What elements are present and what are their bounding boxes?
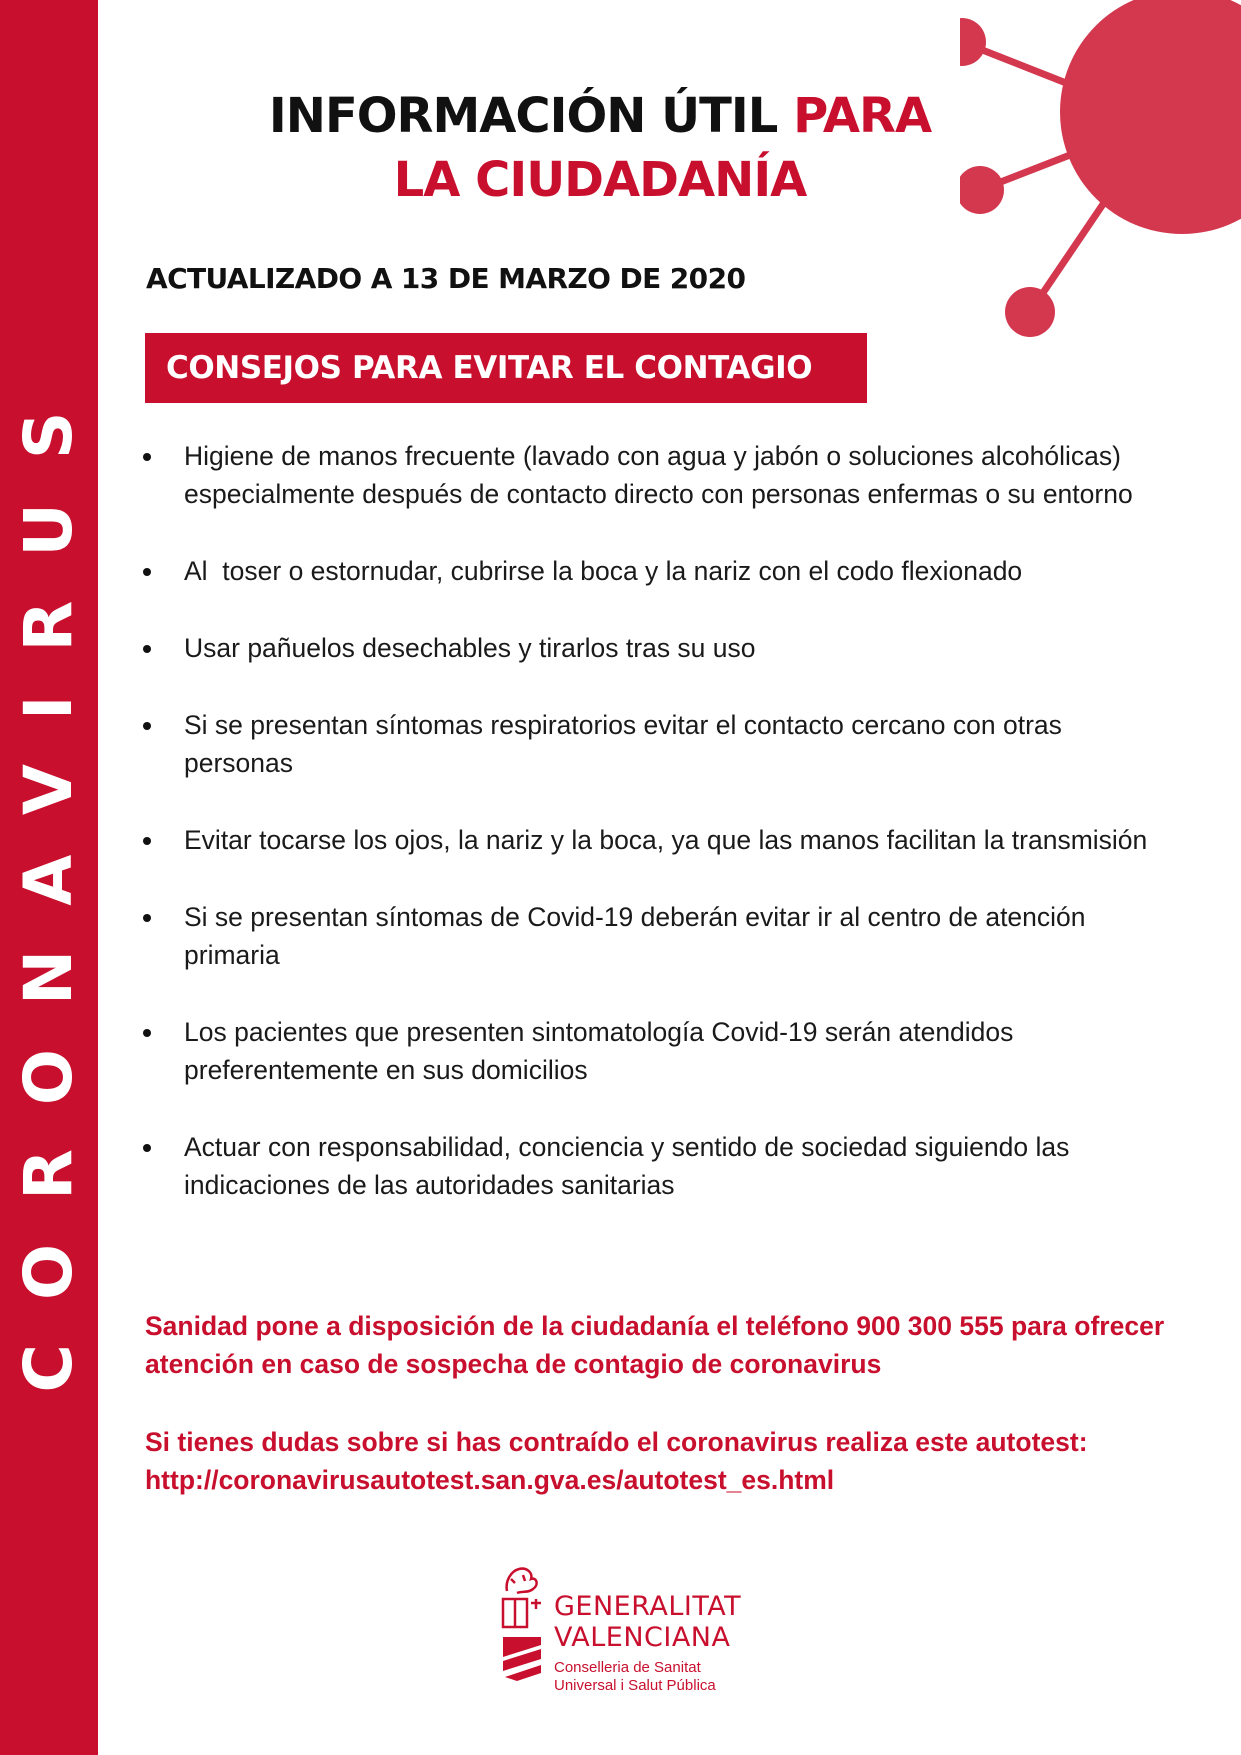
logo-dept-line1: Conselleria de Sanitat	[554, 1659, 701, 1676]
side-band-label: CORONAVIRUS	[10, 367, 87, 1393]
advice-text: Al toser o estornudar, cubrirse la boca y la nariz con el codo flexionado	[184, 556, 1023, 586]
generalitat-logo	[497, 1565, 767, 1695]
list-item	[137, 437, 1167, 513]
list-item	[137, 552, 1167, 590]
bullet-icon	[143, 453, 151, 461]
bullet-icon	[143, 645, 151, 653]
title-part1: INFORMACIÓN ÚTIL	[268, 88, 778, 144]
logo-dept-line2: Universal i Salut Pública	[554, 1677, 716, 1694]
autotest-notice: Si tienes dudas sobre si has contraído el coronavirus realiza este autotest: http://coronavirusautotest.san.gva.es/autotest_es.html	[145, 1427, 1088, 1495]
list-item	[137, 821, 1167, 859]
advice-text: Si se presentan síntomas respiratorios evitar el contacto cercano con otras personas	[184, 710, 1062, 778]
logo-name	[554, 1591, 741, 1653]
advice-text: Actuar con responsabilidad, conciencia y sentido de sociedad siguiendo las indicaciones de las autoridades sanitarias	[184, 1132, 1070, 1200]
logo-name-line2: VALENCIANA	[554, 1622, 731, 1653]
title-part2: PARA	[793, 88, 932, 144]
list-item	[137, 1013, 1167, 1089]
page-title	[150, 84, 1050, 212]
update-date: ACTUALIZADO A 13 DE MARZO DE 2020	[146, 262, 746, 295]
list-item	[137, 1128, 1167, 1204]
list-item	[137, 898, 1167, 974]
logo-name-line1: GENERALITAT	[554, 1591, 742, 1622]
advice-text: Si se presentan síntomas de Covid-19 deberán evitar ir al centro de atención primaria	[184, 902, 1086, 970]
bullet-icon	[143, 1029, 151, 1037]
advice-list	[137, 437, 1167, 1243]
section-banner: CONSEJOS PARA EVITAR EL CONTAGIO	[145, 333, 867, 403]
advice-text: Evitar tocarse los ojos, la nariz y la boca, ya que las manos facilitan la transmisión	[184, 825, 1148, 855]
title-line2: LA CIUDADANÍA	[393, 152, 807, 208]
phone-notice: Sanidad pone a disposición de la ciudadanía el teléfono 900 300 555 para ofrecer atención en caso de sospecha de contagio de coronavirus	[145, 1311, 1165, 1379]
advice-text: Higiene de manos frecuente (lavado con agua y jabón o soluciones alcohólicas) especialmente después de contacto directo con personas enfermas o su entorno	[184, 441, 1133, 509]
bullet-icon	[143, 837, 151, 845]
bullet-icon	[143, 722, 151, 730]
list-item	[137, 706, 1167, 782]
coat-of-arms-icon	[497, 1565, 545, 1683]
advice-text: Los pacientes que presenten sintomatología Covid-19 serán atendidos preferentemente en sus domicilios	[184, 1017, 1014, 1085]
bullet-icon	[143, 568, 151, 576]
list-item	[137, 629, 1167, 667]
advice-text: Usar pañuelos desechables y tirarlos tras su uso	[184, 633, 756, 663]
bullet-icon	[143, 914, 151, 922]
side-band	[0, 0, 98, 1755]
bullet-icon	[143, 1144, 151, 1152]
logo-department	[554, 1659, 716, 1695]
